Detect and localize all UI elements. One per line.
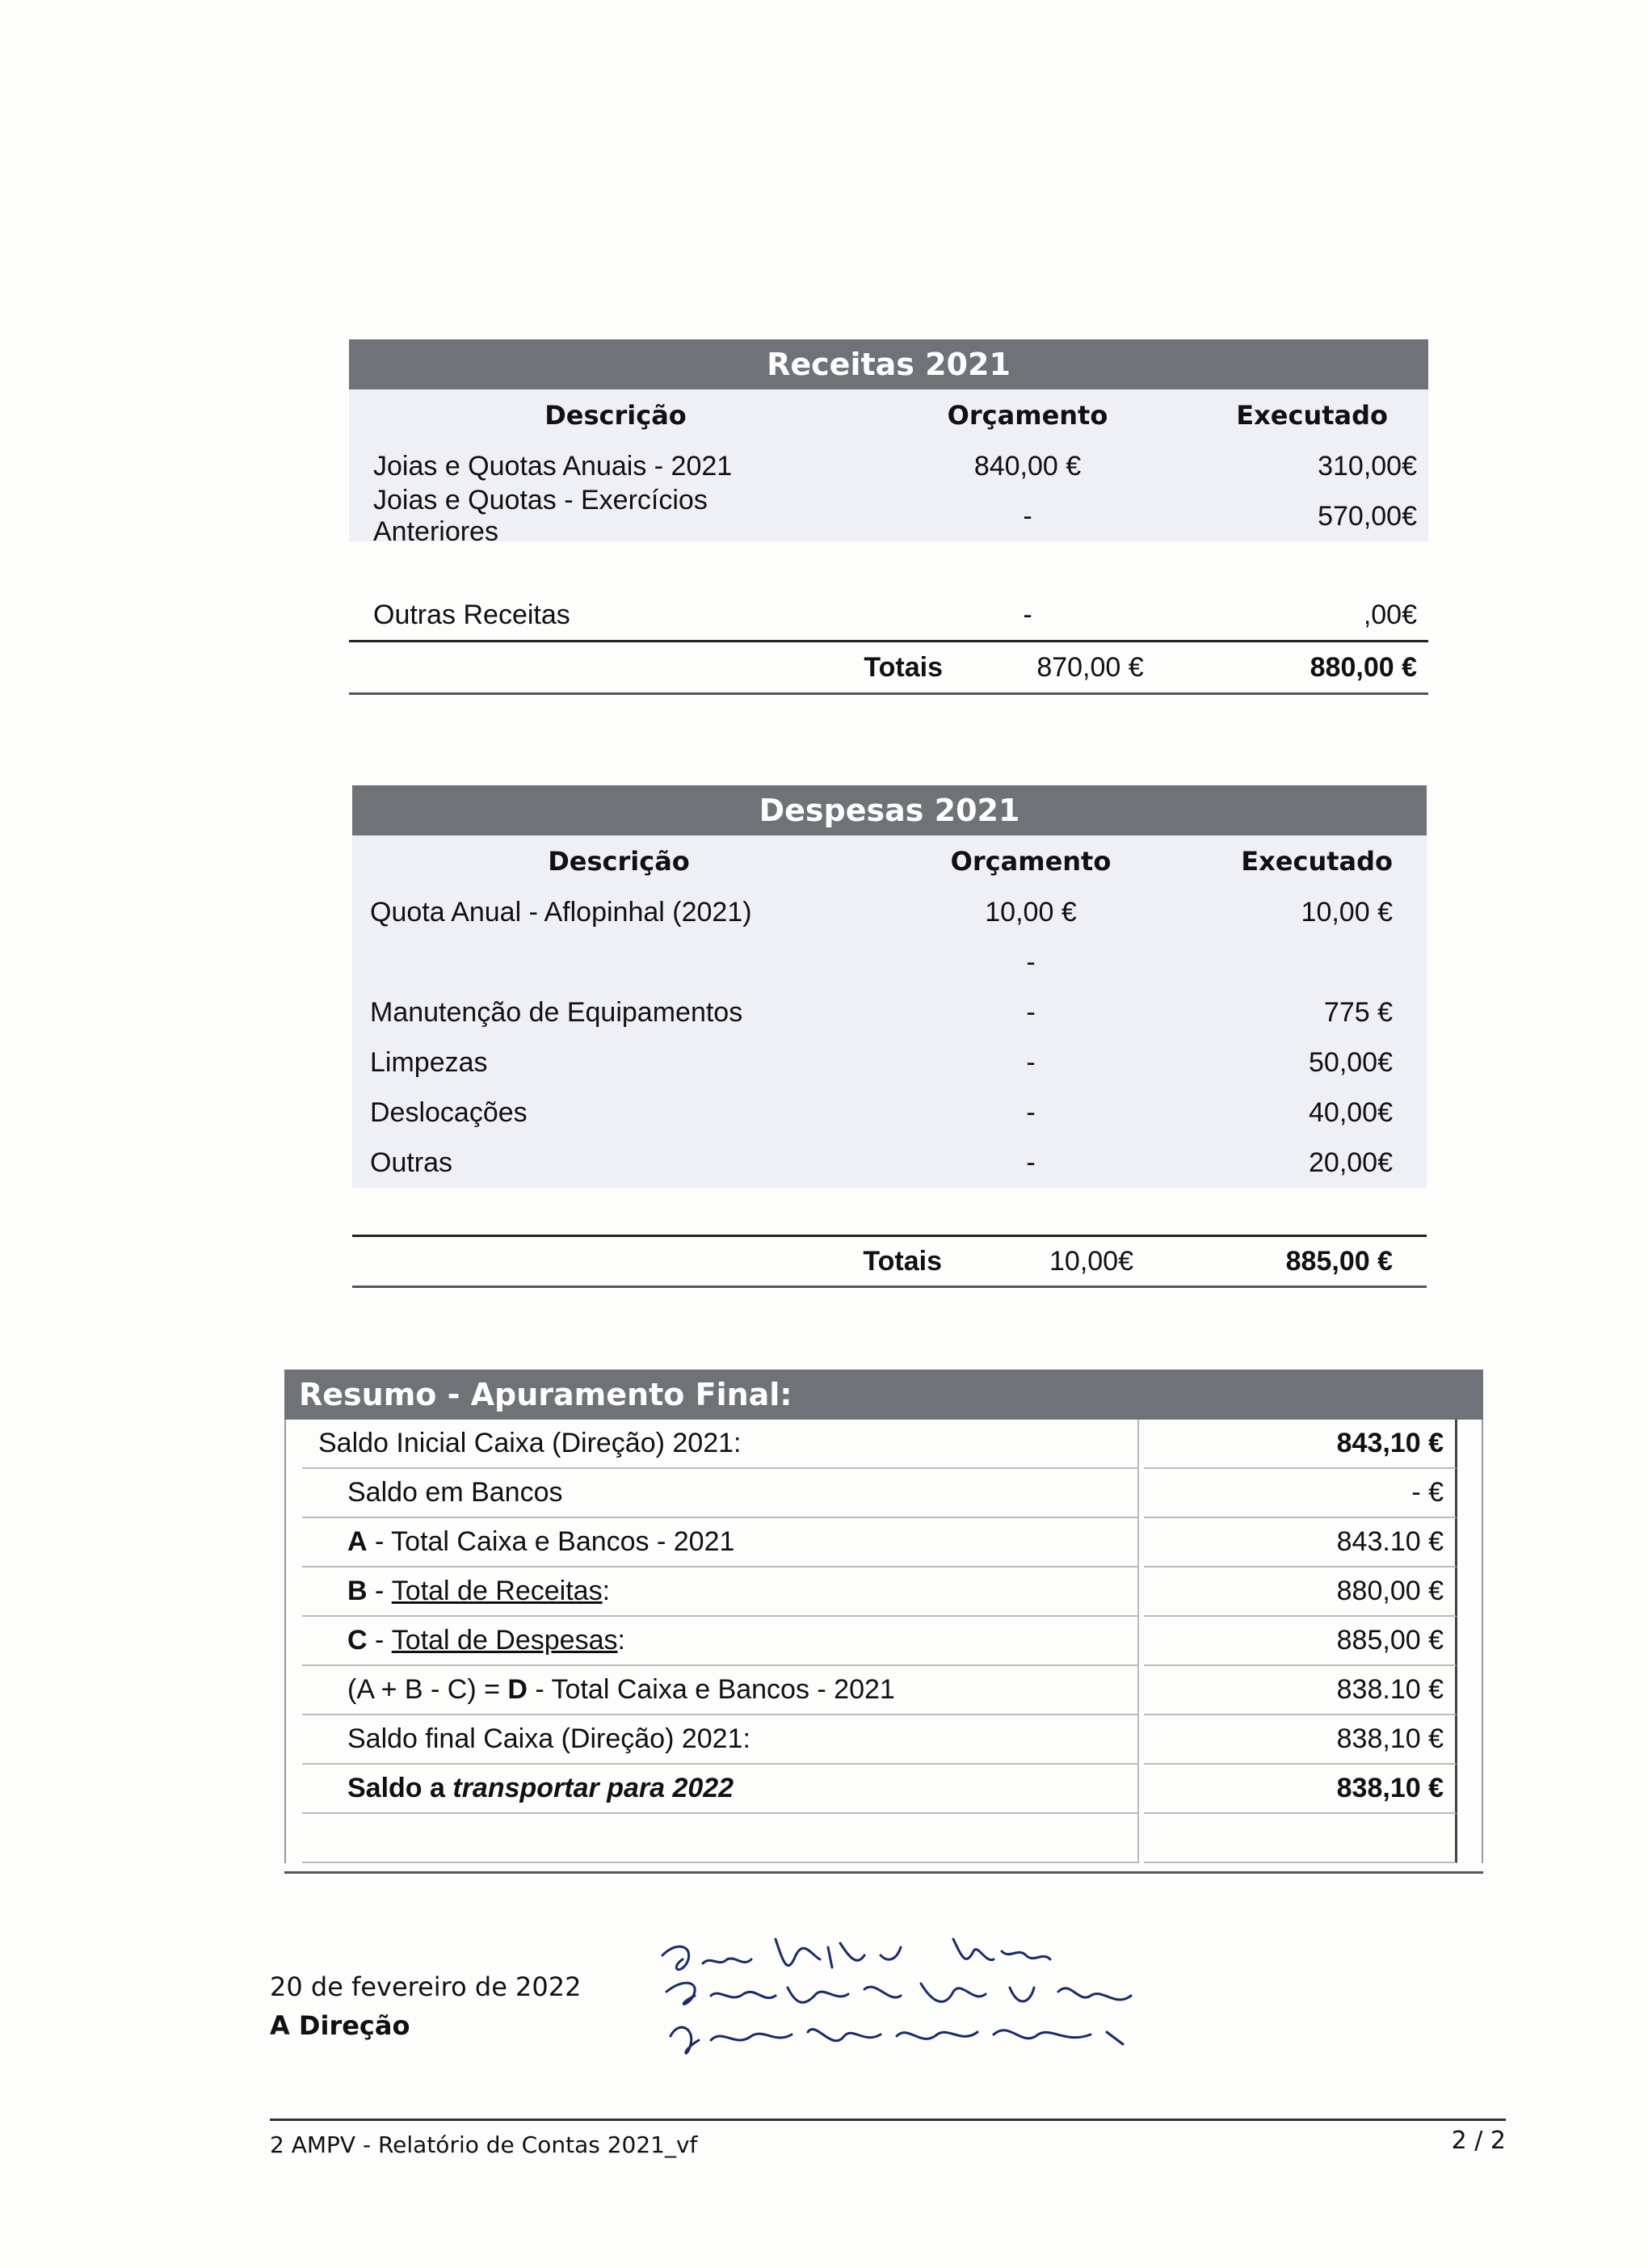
table-row — [286, 1617, 1482, 1666]
table-row — [352, 937, 1427, 987]
label-pre: (A + B - C) = — [347, 1674, 508, 1705]
row-description: Outras Receitas — [373, 599, 570, 630]
receitas-totals-row — [349, 642, 1428, 692]
table-row — [349, 441, 1428, 491]
row-description: Limpezas — [370, 1046, 488, 1078]
row-orcamento: 840,00 € — [973, 450, 1082, 482]
table-row — [352, 1088, 1427, 1138]
divider — [349, 692, 1428, 695]
table-row — [352, 887, 1427, 937]
table-row — [349, 590, 1428, 640]
resumo-value: 880,00 € — [1144, 1567, 1457, 1617]
receitas-header-row — [349, 389, 1428, 441]
divider — [284, 1871, 1483, 1874]
row-orcamento: - — [1026, 1147, 1036, 1178]
label-prefix: A — [347, 1526, 368, 1557]
resumo-label — [302, 1814, 1139, 1863]
table-row — [286, 1420, 1482, 1469]
label-sep: - — [367, 1576, 392, 1606]
despesas-header-row — [352, 835, 1427, 887]
row-executado: 40,00€ — [1309, 1096, 1393, 1128]
totals-label: Totais — [863, 1245, 942, 1277]
row-description: Deslocações — [370, 1096, 528, 1128]
row-orcamento: 10,00 € — [985, 896, 1077, 928]
header-executado: Executado — [1241, 846, 1393, 877]
resumo-table — [284, 1420, 1483, 1863]
header-orcamento: Orçamento — [950, 846, 1112, 877]
resumo-value: 838.10 € — [1144, 1666, 1457, 1715]
signature-line-2 — [666, 1983, 1131, 2004]
row-orcamento: - — [1026, 1096, 1036, 1128]
label-suffix: : — [617, 1625, 625, 1656]
totals-orcamento: 10,00€ — [1049, 1245, 1133, 1277]
resumo-label: Saldo Inicial Caixa (Direção) 2021: — [302, 1420, 1139, 1469]
resumo-value: - € — [1144, 1469, 1457, 1518]
despesas-totals-row — [352, 1237, 1427, 1285]
label-sep: - — [367, 1625, 392, 1656]
signatory: A Direção — [270, 2010, 410, 2041]
table-row — [286, 1469, 1482, 1518]
handwritten-signatures — [654, 1931, 1220, 2077]
row-executado: 10,00 € — [1301, 896, 1393, 928]
signature-line-1 — [662, 1939, 1050, 1970]
row-description: Outras — [370, 1147, 453, 1178]
despesas-title: Despesas 2021 — [352, 785, 1427, 835]
resumo-value: 843,10 € — [1144, 1420, 1457, 1469]
totals-orcamento: 870,00 € — [1036, 651, 1144, 683]
footer-page-number: 2 / 2 — [1451, 2127, 1506, 2155]
totals-label: Totais — [864, 651, 943, 683]
label-text: Total de Despesas — [391, 1625, 618, 1656]
receitas-table — [349, 389, 1428, 547]
despesas-table — [352, 835, 1427, 1188]
row-orcamento: - — [1023, 500, 1032, 532]
footer-divider — [270, 2119, 1506, 2121]
table-row — [286, 1666, 1482, 1715]
header-executado: Executado — [1236, 400, 1388, 431]
label-text-a: Saldo a — [347, 1773, 453, 1803]
label-prefix: C — [347, 1625, 368, 1656]
resumo-label — [302, 1567, 1139, 1617]
despesas-section — [352, 785, 1427, 1288]
resumo-title: Resumo - Apuramento Final: — [284, 1370, 1483, 1420]
header-orcamento: Orçamento — [947, 400, 1108, 431]
label-text-b: transportar para 2022 — [452, 1773, 734, 1803]
row-executado: ,00€ — [1363, 599, 1417, 630]
table-row-empty — [286, 1814, 1482, 1863]
label-text: - Total Caixa e Bancos - 2021 — [367, 1526, 735, 1557]
table-row — [286, 1765, 1482, 1814]
label-prefix: B — [347, 1576, 368, 1606]
row-executado: 570,00€ — [1318, 500, 1417, 532]
signature-line-3 — [671, 2027, 1123, 2053]
row-executado: 20,00€ — [1309, 1147, 1393, 1178]
resumo-value: 838,10 € — [1144, 1765, 1457, 1814]
table-row — [286, 1715, 1482, 1765]
resumo-label — [302, 1765, 1139, 1814]
footer-document-name: 2 AMPV - Relatório de Contas 2021_vf — [270, 2131, 698, 2158]
resumo-value: 838,10 € — [1144, 1715, 1457, 1765]
receitas-section — [349, 339, 1428, 695]
resumo-label — [302, 1518, 1139, 1567]
date: 20 de fevereiro de 2022 — [270, 1971, 582, 2002]
resumo-label: Saldo em Bancos — [302, 1469, 1139, 1518]
row-description: Manutenção de Equipamentos — [370, 996, 743, 1028]
label-prefix: D — [507, 1674, 528, 1705]
row-orcamento: - — [1023, 599, 1032, 630]
row-executado: 50,00€ — [1309, 1046, 1393, 1078]
header-descricao: Descrição — [544, 400, 687, 431]
row-description: Joias e Quotas - Exercícios Anteriores — [373, 485, 708, 547]
totals-executado: 880,00 € — [1310, 651, 1417, 683]
resumo-label — [302, 1617, 1139, 1666]
resumo-value: 885,00 € — [1144, 1617, 1457, 1666]
row-description: Joias e Quotas Anuais - 2021 — [373, 450, 733, 482]
resumo-section — [284, 1370, 1483, 1874]
table-row — [286, 1567, 1482, 1617]
table-row — [349, 485, 1428, 547]
label-suffix: : — [602, 1576, 611, 1606]
divider — [352, 1285, 1427, 1288]
signature-block — [270, 1967, 581, 2045]
row-orcamento: - — [1026, 996, 1036, 1028]
table-row — [286, 1518, 1482, 1567]
table-row — [352, 987, 1427, 1037]
row-executado: 310,00€ — [1318, 450, 1417, 482]
row-orcamento: - — [1026, 1046, 1036, 1078]
row-orcamento: - — [1026, 946, 1036, 978]
receitas-title: Receitas 2021 — [349, 339, 1428, 389]
totals-executado: 885,00 € — [1285, 1245, 1393, 1277]
resumo-label — [302, 1666, 1139, 1715]
row-description: Quota Anual - Aflopinhal (2021) — [370, 896, 752, 928]
table-row — [352, 1037, 1427, 1088]
resumo-label: Saldo final Caixa (Direção) 2021: — [302, 1715, 1139, 1765]
header-descricao: Descrição — [548, 846, 690, 877]
row-executado: 775 € — [1323, 996, 1393, 1028]
label-text: Total de Receitas — [391, 1576, 603, 1606]
resumo-value — [1144, 1814, 1457, 1863]
resumo-value: 843.10 € — [1144, 1518, 1457, 1567]
label-text: - Total Caixa e Bancos - 2021 — [527, 1674, 895, 1705]
table-row — [352, 1138, 1427, 1188]
